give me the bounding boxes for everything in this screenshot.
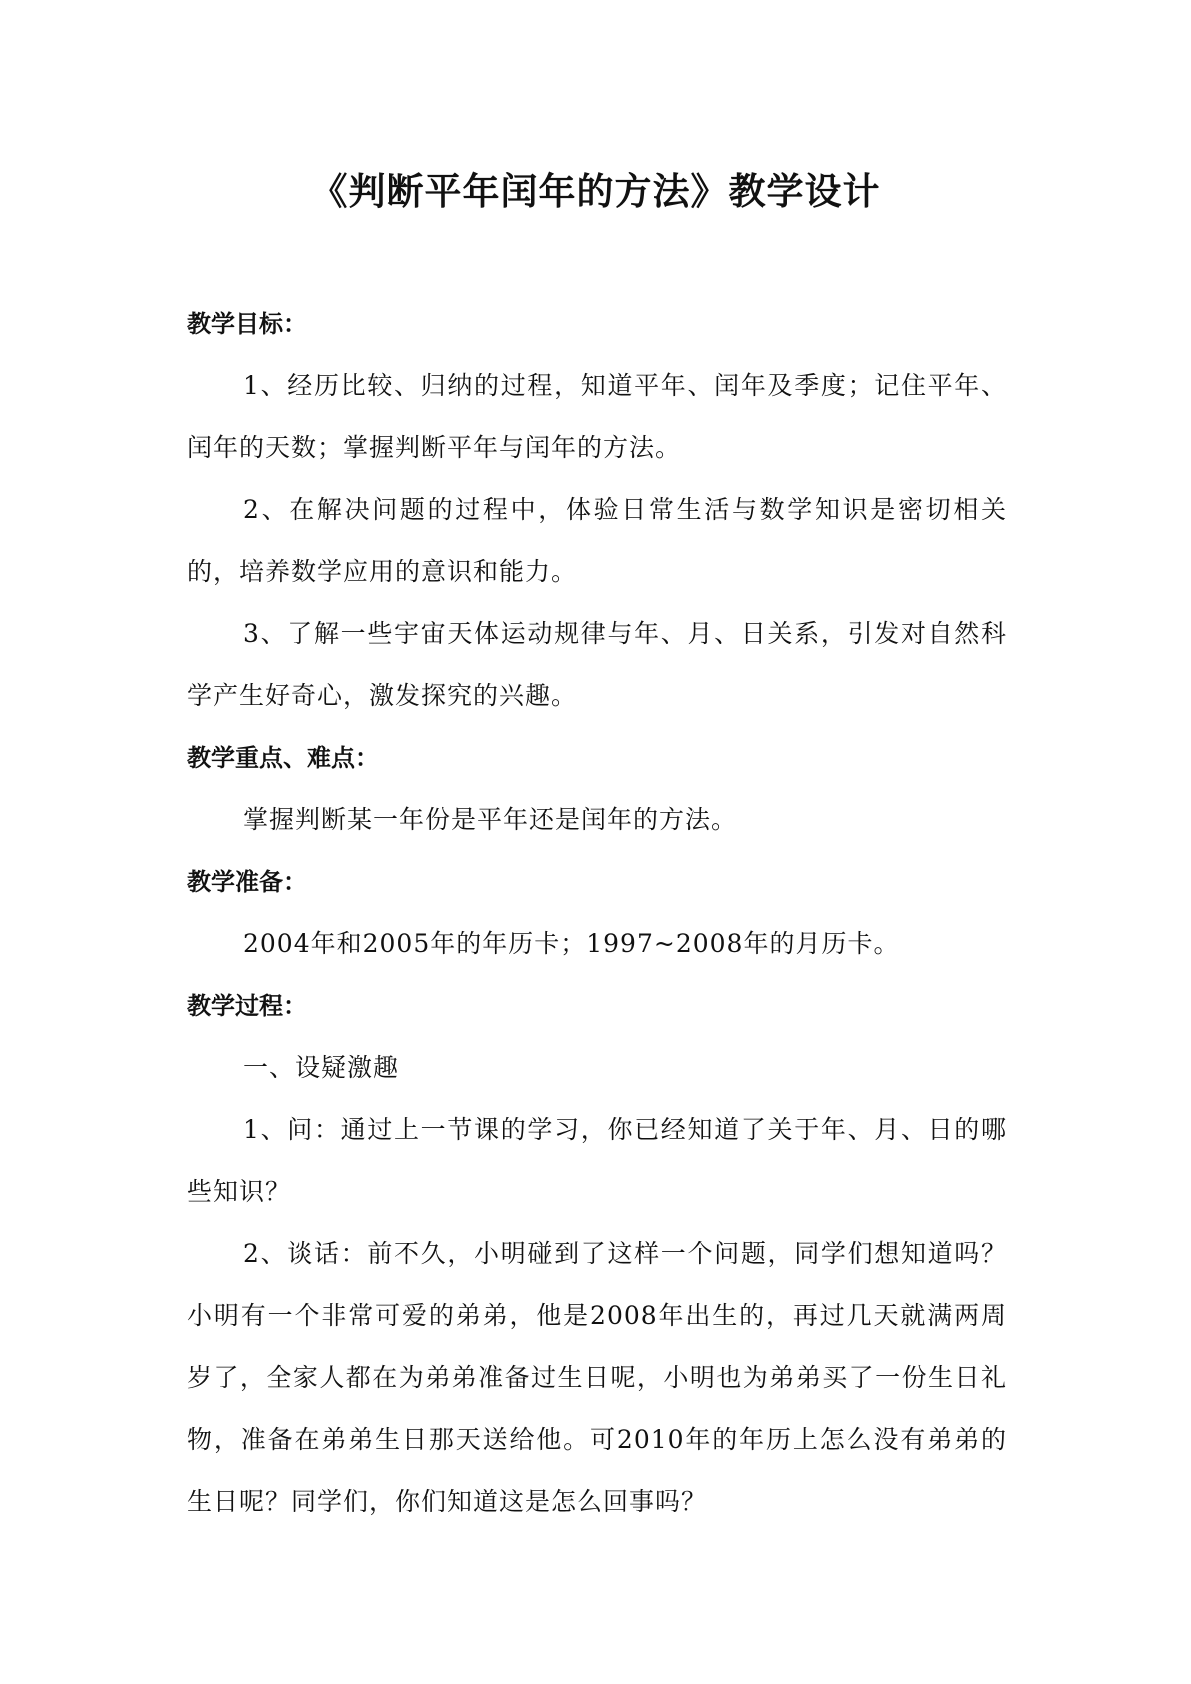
paragraph: 掌握判断某一年份是平年还是闰年的方法。 (243, 805, 738, 834)
section-objectives (187, 293, 1007, 727)
paragraph: 3、了解一些宇宙天体运动规律与年、月、日关系，引发对自然科学产生好奇心，激发探究的兴趣。 (187, 619, 1007, 710)
paragraph: 2004年和2005年的年历卡；1997~2008年的月历卡。 (243, 929, 900, 958)
paragraph: 1、问：通过上一节课的学习，你已经知道了关于年、月、日的哪些知识？ (187, 1115, 1007, 1206)
document-title: 《判断平年闰年的方法》教学设计 (310, 170, 881, 213)
paragraph: 2、在解决问题的过程中，体验日常生活与数学知识是密切相关的，培养数学应用的意识和能力。 (187, 495, 1007, 586)
paragraph: 2、谈话：前不久，小明碰到了这样一个问题，同学们想知道吗？小明有一个非常可爱的弟弟，他是2008年出生的，再过几天就满两周岁了，全家人都在为弟弟准备过生日呢，小明也为弟弟买了一份生日礼物，准备在弟弟生日那天送给他。可2010年的年历上怎么没有弟弟的生日呢？同学们，你们知道这是怎么回事吗？ (187, 1239, 1007, 1516)
paragraph: 一、设疑激趣 (243, 1053, 400, 1082)
section-heading: 教学过程： (187, 992, 307, 1020)
section-preparation (187, 851, 1007, 975)
section-key-points (187, 727, 1007, 851)
document-body (187, 293, 1007, 1533)
section-process (187, 975, 1007, 1533)
paragraph: 1、经历比较、归纳的过程，知道平年、闰年及季度；记住平年、闰年的天数；掌握判断平年与闰年的方法。 (187, 371, 1007, 462)
section-heading: 教学重点、难点： (187, 744, 379, 772)
section-heading: 教学目标： (187, 310, 307, 338)
section-heading: 教学准备： (187, 868, 307, 896)
